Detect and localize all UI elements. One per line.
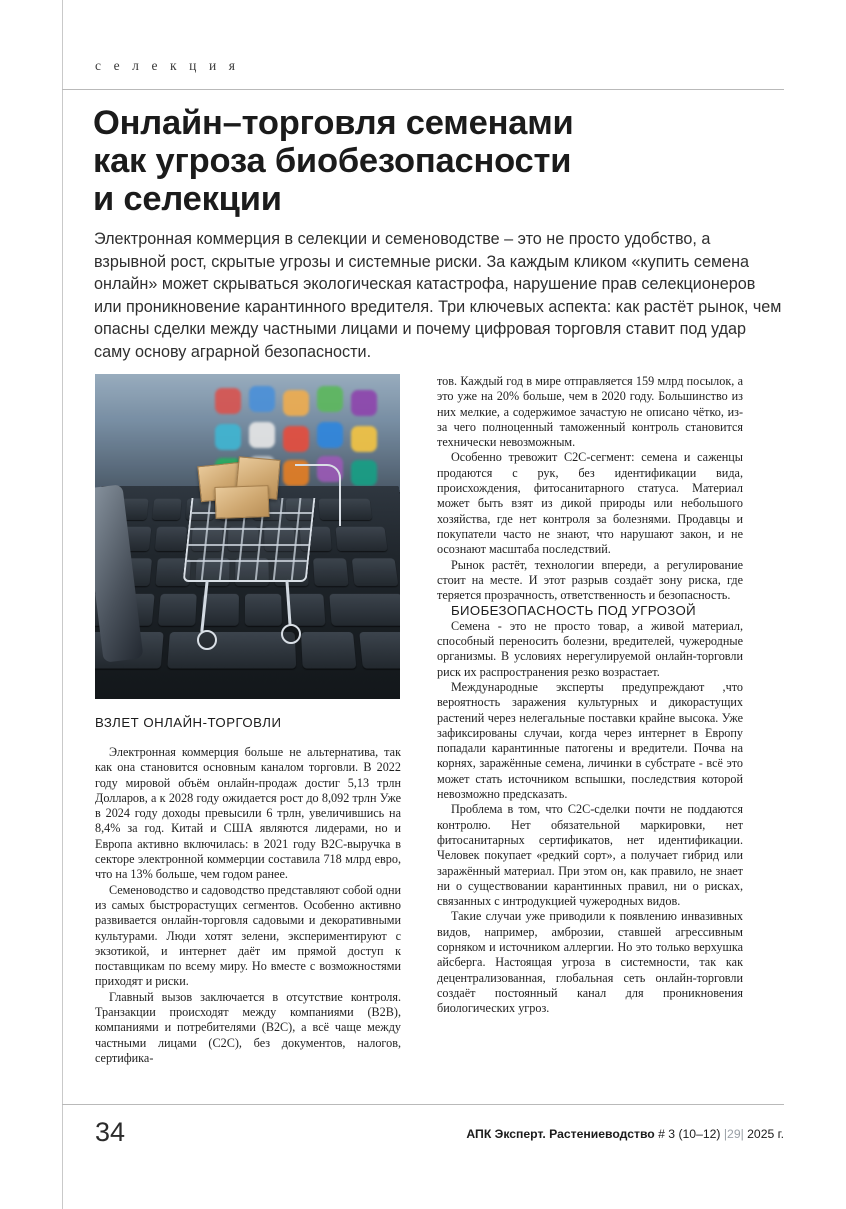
footer-year: 2025 г. bbox=[747, 1127, 784, 1141]
footer-issue-code: |29| bbox=[723, 1127, 744, 1141]
paragraph: Электронная коммерция больше не альтернатива, так как она становится основным каналом торговли. В 2022 году мировой объём онлайн-продаж достиг 5,13 трлн Долларов, а к 2028 году ожидается рост до 8,092 трлн Уже в 2024 году доходы превысили 6 трлн, увеличившись на 8,4% за год. Китай и США являются лидерами, но и Европа активно включилась: в 2021 году B2C-выручка в секторе электронной коммерции составила 718 млрд евро, что на 13% больше, чем годом ранее. bbox=[95, 745, 401, 882]
headline-line-1: Онлайн–торговля семенами bbox=[93, 104, 574, 142]
section-kicker: с е л е к ц и я bbox=[95, 58, 240, 73]
footer-issue-number: # 3 (10–12) bbox=[658, 1127, 721, 1141]
cart-wheel bbox=[197, 630, 217, 650]
article-photo bbox=[95, 374, 400, 699]
paragraph: Такие случаи уже приводили к появлению инвазивных видов, например, амброзии, ставшей агрессивным сорняком и источником аллергии. Но это только верхушка айсберга. Настоящая угроза в системности, так как децентрализованная, глобальная сеть онлайн-торговли создаёт постоянный канал для проникновения биологических угроз. bbox=[437, 909, 743, 1016]
cart-wheel bbox=[281, 624, 301, 644]
header-divider bbox=[62, 89, 784, 90]
paragraph: Рынок растёт, технологии впереди, а регулирование стоит на месте. И этот разрыв создаёт зону риска, где теряется прозрачность, ответственность и безопасность. bbox=[437, 557, 743, 603]
page-number: 34 bbox=[95, 1117, 126, 1147]
paragraph: Семеноводство и садоводство представляют собой одни из самых быстрорастущих сегментов. Особенно активно развивается онлайн-торговля садовыми и декоративными культурами. Люди хотят зелени, экспериментируют с экзотикой, и интернет даёт им прямой доступ к поставщикам по всему миру. Но вместе с возможностями приходят и риски. bbox=[95, 882, 401, 989]
paragraph: Главный вызов заключается в отсутствие контроля. Транзакции происходят между компаниями (B2B), компаниями и потребителями (B2C), а всё чаще между частными лицами (C2C), без документов, налогов, сертифика- bbox=[95, 989, 401, 1065]
paragraph: тов. Каждый год в мире отправляется 159 млрд посылок, а это уже на 20% больше, чем в 2020 году. Большинство из них мелкие, а содержимое зачастую не описано чётко, из-за чего полноценный таможенный контроль становится технически невозможным. bbox=[437, 374, 743, 450]
headline-line-2: как угроза биобезопасности bbox=[93, 142, 572, 180]
headline-line-3: и селекции bbox=[93, 180, 282, 218]
photo-shopping-cart bbox=[163, 446, 348, 676]
footer-divider bbox=[62, 1104, 784, 1105]
paragraph: Международные эксперты предупреждают ,что вероятность заражения культурных и дикорастущих растений через нелегальные поставки крайне высока. Уже зафиксированы случаи, когда через интернет в Европу попадали карантинные патогены и вредители. Почва на корнях, заражённые семена, личинки в субстрате - всё это может стать источником вспышки, последствия которой невозможно предсказать. bbox=[437, 679, 743, 802]
footer-brand: АПК Эксперт. Растениеводство bbox=[466, 1127, 655, 1141]
paragraph: Особенно тревожит C2C-сегмент: семена и саженцы продаются с рук, без идентификации вида, происхождения, фитосанитарного статуса. Материал может быть взят из дикой природы или небольшого хозяйства, где нет контроля за болезнями. Продавцы и покупатели часто не знают, что нарушают закон, и не осознают масштаба последствий. bbox=[437, 450, 743, 557]
footer-credit bbox=[466, 1127, 784, 1141]
body-column-right bbox=[437, 374, 743, 1016]
paragraph: Проблема в том, что C2C-сделки почти не поддаются контролю. Нет обязательной маркировки, нет фитосанитарных сертификатов, нет идентификации. Человек покупает «редкий сорт», а получает гибрид или заражённый материал. При этом он, как правило, не знает ни о существовании карантинных правил, ни о рисках, связанных с интродукцией чужеродных видов. bbox=[437, 802, 743, 909]
article-deck: Электронная коммерция в селекции и семеноводстве – это не просто удобство, а взрывной рост, скрытые угрозы и системные риски. За каждым кликом «купить семена онлайн» может скрываться экологическая катастрофа, нарушение прав селекционеров или проникновение карантинного вредителя. Три ключевых аспекта: как растёт рынок, чем опасны сделки между частными лицами и почему цифровая торговля ставит под удар саму основу аграрной безопасности. bbox=[94, 230, 782, 361]
body-column-left bbox=[95, 745, 401, 1066]
subheading-biosafety: БИОБЕЗОПАСНОСТЬ ПОД УГРОЗОЙ bbox=[451, 603, 697, 619]
paragraph: Семена - это не просто товар, а живой материал, способный переносить болезни, вредителей, чужеродные организмы. В условиях нерегулируемой онлайн-торговли риск их распространения резко возрастает. bbox=[437, 618, 743, 679]
left-margin-rule bbox=[62, 0, 63, 1209]
page-title bbox=[93, 104, 793, 218]
cart-parcel bbox=[214, 485, 269, 519]
subheading-online-trade: ВЗЛЕТ ОНЛАЙН-ТОРГОВЛИ bbox=[95, 715, 282, 730]
